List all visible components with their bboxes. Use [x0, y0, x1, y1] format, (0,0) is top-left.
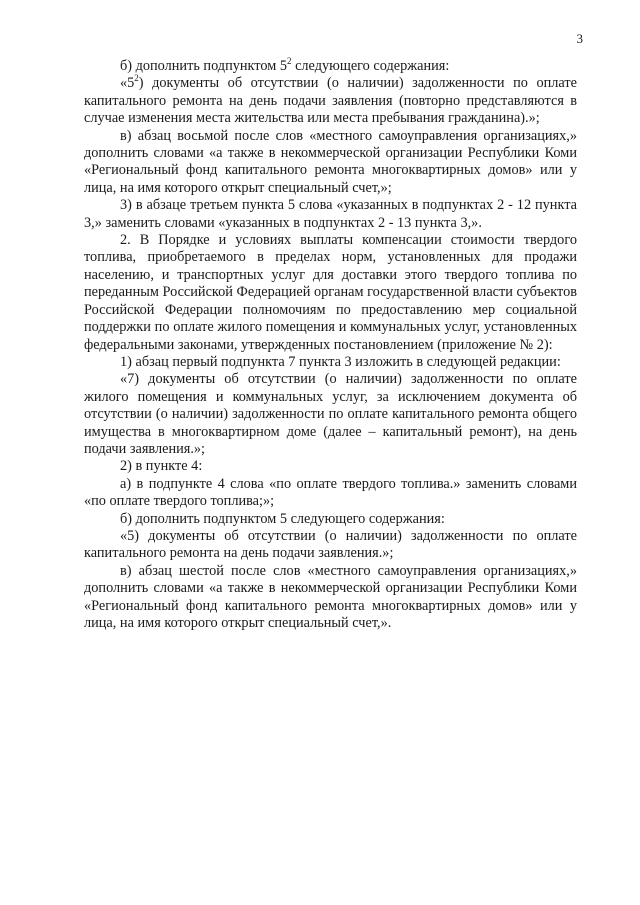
paragraph-point-3: 3) в абзаце третьем пункта 5 слова «указанных в подпунктах 2 - 12 пункта 3,» заменить словами «указанных в подпунктах 2 - 13 пункта 3,».: [84, 197, 577, 231]
paragraph-subpoint-b: б) дополнить подпунктом 5 следующего содержания:: [120, 510, 445, 527]
page-number: 3: [576, 31, 583, 46]
paragraph-section-2: 2. В Порядке и условиях выплаты компенсации стоимости твердого топлива, приобретаемого в пределах норм, установленных для продажи населению, и транспортных услуг для доставки этого твердого топлива по переданным Российской Федерацией органам государственной власти субъектов Российской Федерации полномочиям по предоставлению мер социальной поддержки по оплате жилого помещения и коммунальных услуг, установленных федеральными законами, утвержденных постановлением (приложение № 2):: [84, 232, 577, 353]
paragraph-subpoint-5-2-text: [84, 75, 577, 127]
paragraph-text: б) дополнить подпунктом 5: [120, 58, 287, 74]
document-body: [84, 58, 577, 632]
paragraph-quote-5: «5) документы об отсутствии (о наличии) задолженности по оплате капитального ремонта на день подачи заявления.»;: [84, 527, 577, 562]
paragraph-subpoint-a: а) в подпункте 4 слова «по оплате твердого топлива.» заменить словами «по оплате твердого топлива;»;: [84, 475, 577, 510]
paragraph-eighth-abzac: в) абзац восьмой после слов «местного самоуправления организациях,» дополнить словами «а также в некоммерческой организации Республики Коми «Региональный фонд капитального ремонта многоквартирных домов» или у лица, на имя которого открыт специальный счет,»;: [84, 127, 577, 196]
paragraph-text: следующего содержания:: [291, 58, 450, 74]
superscript: 2: [134, 73, 139, 84]
paragraph-text: ) документы об отсутствии (о наличии) задолженности по оплате капитального ремонта на день подачи заявления (повторно представляются в случае изменения места жительства или места пребывания гражданина).»;: [84, 75, 577, 127]
paragraph-subpoint-2: 2) в пункте 4:: [120, 458, 203, 475]
paragraph-subpoint-v: в) абзац шестой после слов «местного самоуправления организациях,» дополнить словами «а также в некоммерческой организации Республики Коми «Региональный фонд капитального ремонта многоквартирных домов» или у лица, на имя которого открыт специальный счет,».: [84, 562, 577, 631]
paragraph-quote-7: «7) документы об отсутствии (о наличии) задолженности по оплате жилого помещения и коммунальных услуг, за исключением документа об отсутствии (о наличии) задолженности по оплате капитального ремонта общего имущества в многоквартирном доме (далее – капитальный ремонт), на день подачи заявления.»;: [84, 371, 577, 457]
paragraph-add-subpoint-5-2: [84, 58, 577, 75]
paragraph-subpoint-1: 1) абзац первый подпункта 7 пункта 3 изложить в следующей редакции:: [120, 353, 561, 370]
paragraph-text: «5: [120, 75, 135, 92]
superscript: 2: [287, 56, 292, 66]
